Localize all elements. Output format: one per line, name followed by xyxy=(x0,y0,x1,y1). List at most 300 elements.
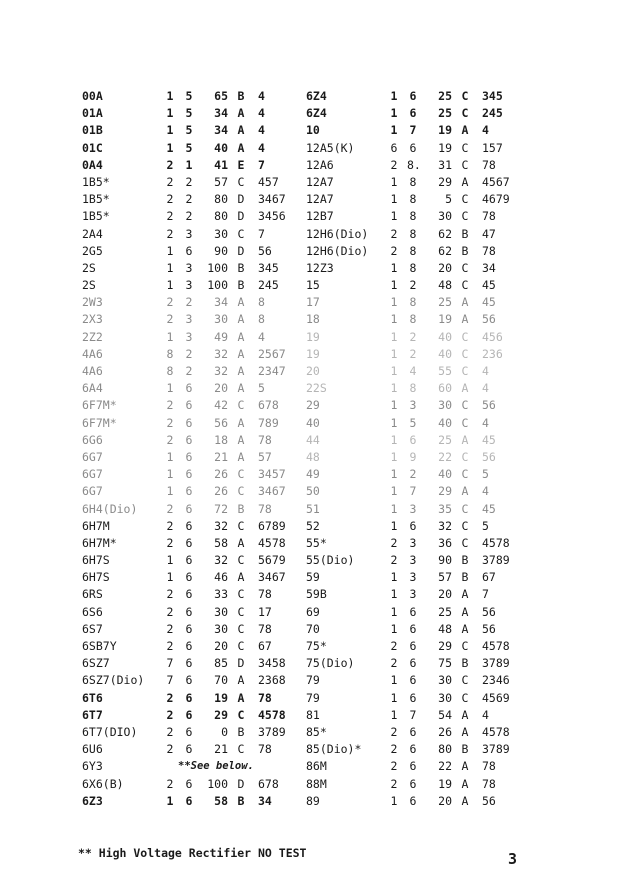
table-row xyxy=(306,707,521,724)
tube-type: 01C xyxy=(82,140,103,155)
tube-type: 6F7M* xyxy=(82,415,117,430)
tube-type: 48 xyxy=(306,449,320,464)
tube-type: 20 xyxy=(306,364,320,378)
tube-type: 6Z4 xyxy=(306,89,327,103)
tube-type: 75* xyxy=(306,639,327,653)
tube-type: 12H6(Dio) xyxy=(306,226,369,241)
setting-value: 36 xyxy=(438,535,452,550)
setting-b: 6 xyxy=(185,673,193,688)
table-row xyxy=(82,260,292,277)
pin-codes: 4 xyxy=(482,123,489,138)
setting-b: 6 xyxy=(185,570,193,585)
setting-value: 26 xyxy=(214,484,228,499)
pin-codes: 45 xyxy=(482,501,496,516)
setting-letter: A xyxy=(461,295,469,310)
setting-b: 5 xyxy=(185,140,193,155)
tube-type: 2W3 xyxy=(82,295,103,310)
setting-b: 6 xyxy=(185,587,193,602)
setting-a: 1 xyxy=(390,312,398,327)
setting-b: 3 xyxy=(185,312,193,327)
table-row xyxy=(306,466,521,483)
table-row xyxy=(306,449,521,466)
pin-codes: 2346 xyxy=(482,673,510,688)
setting-value: 48 xyxy=(438,621,452,636)
setting-b: 3 xyxy=(409,398,417,413)
pin-codes: 4 xyxy=(482,415,489,430)
tube-type: 2S xyxy=(82,260,96,275)
tube-type: 12A6 xyxy=(306,157,334,172)
setting-value: 29 xyxy=(214,707,228,722)
setting-b: 2 xyxy=(185,209,193,224)
table-row xyxy=(306,518,521,535)
setting-a: 1 xyxy=(166,570,174,585)
setting-value: 55 xyxy=(438,364,452,378)
setting-a: 1 xyxy=(390,432,398,447)
tube-type: 6H7S xyxy=(82,553,110,568)
footnote: ** High Voltage Rectifier NO TEST xyxy=(78,846,307,860)
pin-codes: 4 xyxy=(258,123,265,138)
setting-a: 1 xyxy=(166,89,174,103)
tube-type: 85* xyxy=(306,724,327,739)
table-row xyxy=(82,346,292,363)
pin-codes: 7 xyxy=(258,157,265,172)
setting-a: 1 xyxy=(390,793,398,808)
setting-value: 80 xyxy=(214,209,228,224)
table-row xyxy=(82,243,292,260)
pin-codes: 678 xyxy=(258,398,279,413)
pin-codes: 3456 xyxy=(258,209,286,224)
setting-letter: A xyxy=(237,123,245,138)
pin-codes: 3789 xyxy=(258,724,286,739)
table-row xyxy=(82,363,292,380)
pin-codes: 3789 xyxy=(482,742,510,757)
setting-letter: A xyxy=(461,174,469,189)
setting-letter: C xyxy=(461,449,469,464)
setting-a: 2 xyxy=(166,742,174,757)
setting-letter: C xyxy=(237,467,245,482)
setting-value: 40 xyxy=(438,329,452,344)
setting-letter: A xyxy=(237,381,245,396)
setting-value: 29 xyxy=(438,484,452,499)
setting-a: 2 xyxy=(390,157,398,172)
setting-letter: C xyxy=(461,535,469,550)
setting-b: 8 xyxy=(409,260,417,275)
table-row xyxy=(306,483,521,500)
table-row xyxy=(82,758,292,775)
pin-codes: 4 xyxy=(482,707,489,722)
setting-letter: C xyxy=(461,346,469,361)
setting-value: 22 xyxy=(438,449,452,464)
setting-b: 6 xyxy=(409,776,417,791)
setting-letter: C xyxy=(237,518,245,533)
pin-codes: 67 xyxy=(482,570,496,585)
setting-letter: C xyxy=(461,157,469,172)
pin-codes: 78 xyxy=(482,243,496,258)
setting-letter: C xyxy=(461,329,469,344)
setting-b: 3 xyxy=(409,535,417,550)
table-row xyxy=(306,363,521,380)
tube-type: 2X3 xyxy=(82,312,103,327)
setting-b: 8 xyxy=(409,226,417,241)
setting-letter: A xyxy=(461,123,469,138)
table-row xyxy=(306,260,521,277)
see-below-note: **See below. xyxy=(178,760,254,773)
setting-letter: D xyxy=(237,209,245,224)
setting-letter: B xyxy=(237,89,245,103)
setting-b: 6 xyxy=(185,742,193,757)
setting-a: 2 xyxy=(390,724,398,739)
table-row xyxy=(82,311,292,328)
setting-b: 6 xyxy=(185,535,193,550)
pin-codes: 4578 xyxy=(258,707,286,722)
pin-codes: 34 xyxy=(258,793,272,808)
setting-b: 6 xyxy=(409,621,417,636)
pin-codes: 8 xyxy=(258,295,265,310)
tube-type: 6SB7Y xyxy=(82,639,117,653)
setting-b: 3 xyxy=(185,226,193,241)
setting-a: 1 xyxy=(390,449,398,464)
tube-type: 6H7S xyxy=(82,570,110,585)
setting-a: 2 xyxy=(166,192,174,207)
table-row xyxy=(82,672,292,689)
setting-letter: C xyxy=(461,89,469,103)
setting-a: 1 xyxy=(390,467,398,482)
setting-letter: A xyxy=(461,707,469,722)
tube-type: 6S7 xyxy=(82,621,103,636)
setting-letter: A xyxy=(461,381,469,396)
setting-b: 6 xyxy=(185,484,193,499)
setting-b: 2 xyxy=(409,329,417,344)
setting-value: 35 xyxy=(438,501,452,516)
setting-b: 6 xyxy=(409,759,417,774)
tube-type: 75(Dio) xyxy=(306,656,355,671)
setting-a: 1 xyxy=(166,278,174,293)
setting-b: 5 xyxy=(185,106,193,121)
table-row xyxy=(82,329,292,346)
pin-codes: 47 xyxy=(482,226,496,241)
setting-b: 6 xyxy=(185,793,193,808)
pin-codes: 3467 xyxy=(258,570,286,585)
table-row xyxy=(306,741,521,758)
setting-letter: C xyxy=(237,484,245,499)
pin-codes: 4 xyxy=(482,364,489,378)
pin-codes: 4569 xyxy=(482,690,510,705)
tube-type: 70 xyxy=(306,621,320,636)
tube-type: 6H7M* xyxy=(82,535,117,550)
pin-codes: 56 xyxy=(482,398,496,413)
setting-b: 6 xyxy=(185,621,193,636)
tube-type: 85(Dio)* xyxy=(306,742,362,757)
setting-a: 8 xyxy=(166,346,174,361)
setting-a: 1 xyxy=(390,415,398,430)
setting-a: 1 xyxy=(390,329,398,344)
pin-codes: 678 xyxy=(258,776,279,791)
setting-value: 0 xyxy=(221,724,228,739)
setting-a: 2 xyxy=(166,535,174,550)
tube-type: 10 xyxy=(306,123,320,138)
setting-letter: A xyxy=(461,587,469,602)
tube-type: 6S6 xyxy=(82,604,103,619)
pin-codes: 45 xyxy=(482,432,496,447)
table-row xyxy=(306,88,521,105)
setting-value: 65 xyxy=(214,89,228,103)
setting-a: 1 xyxy=(390,690,398,705)
setting-a: 2 xyxy=(166,621,174,636)
setting-b: 6 xyxy=(409,518,417,533)
setting-letter: C xyxy=(237,226,245,241)
setting-value: 40 xyxy=(214,140,228,155)
pin-codes: 34 xyxy=(482,260,496,275)
setting-b: 4 xyxy=(409,364,417,378)
table-row xyxy=(306,174,521,191)
pin-codes: 6789 xyxy=(258,518,286,533)
setting-b: 6 xyxy=(185,432,193,447)
setting-a: 2 xyxy=(166,312,174,327)
setting-letter: A xyxy=(237,140,245,155)
setting-b: 6 xyxy=(185,518,193,533)
table-row xyxy=(82,122,292,139)
setting-letter: A xyxy=(461,793,469,808)
pin-codes: 5 xyxy=(482,518,489,533)
table-row xyxy=(82,638,292,655)
setting-a: 2 xyxy=(166,724,174,739)
setting-a: 1 xyxy=(390,174,398,189)
setting-letter: A xyxy=(237,570,245,585)
pin-codes: 78 xyxy=(258,501,272,516)
setting-letter: B xyxy=(237,278,245,293)
tube-type: 6F7M* xyxy=(82,398,117,413)
pin-codes: 457 xyxy=(258,174,279,189)
setting-a: 1 xyxy=(390,604,398,619)
table-row xyxy=(82,569,292,586)
setting-letter: D xyxy=(237,656,245,671)
setting-letter: A xyxy=(237,364,245,378)
tube-type: 6H4(Dio) xyxy=(82,501,138,516)
setting-a: 1 xyxy=(390,260,398,275)
tube-type: 6U6 xyxy=(82,742,103,757)
pin-codes: 78 xyxy=(482,209,496,224)
tube-type: 12A5(K) xyxy=(306,140,355,155)
pin-codes: 789 xyxy=(258,415,279,430)
pin-codes: 3458 xyxy=(258,656,286,671)
setting-a: 1 xyxy=(390,364,398,378)
setting-letter: C xyxy=(237,398,245,413)
setting-b: 6 xyxy=(409,656,417,671)
setting-value: 30 xyxy=(214,621,228,636)
setting-b: 6 xyxy=(185,707,193,722)
setting-value: 26 xyxy=(438,724,452,739)
table-row xyxy=(306,415,521,432)
table-row xyxy=(82,380,292,397)
setting-letter: A xyxy=(237,329,245,344)
setting-a: 1 xyxy=(390,707,398,722)
setting-a: 2 xyxy=(166,157,174,172)
setting-b: 9 xyxy=(409,449,417,464)
setting-a: 1 xyxy=(390,106,398,121)
setting-letter: A xyxy=(237,295,245,310)
pin-codes: 7 xyxy=(482,587,489,602)
setting-a: 1 xyxy=(390,278,398,293)
setting-value: 41 xyxy=(214,157,228,172)
setting-a: 1 xyxy=(390,398,398,413)
pin-codes: 67 xyxy=(258,639,272,653)
pin-codes: 4567 xyxy=(482,174,510,189)
setting-b: 1 xyxy=(185,157,193,172)
table-row xyxy=(306,191,521,208)
setting-value: 40 xyxy=(438,467,452,482)
pin-codes: 78 xyxy=(258,621,272,636)
setting-letter: C xyxy=(237,639,245,653)
setting-a: 1 xyxy=(166,449,174,464)
table-row xyxy=(82,655,292,672)
setting-a: 2 xyxy=(390,243,398,258)
setting-a: 2 xyxy=(166,707,174,722)
tube-type: 40 xyxy=(306,415,320,430)
setting-a: 1 xyxy=(390,621,398,636)
tube-type: 6G6 xyxy=(82,432,103,447)
setting-value: 40 xyxy=(438,346,452,361)
setting-b: 6 xyxy=(409,724,417,739)
setting-a: 2 xyxy=(166,226,174,241)
setting-b: 3 xyxy=(409,501,417,516)
setting-value: 100 xyxy=(207,278,228,293)
tube-type: 81 xyxy=(306,707,320,722)
setting-a: 2 xyxy=(390,639,398,653)
setting-b: 6 xyxy=(185,690,193,705)
setting-value: 46 xyxy=(214,570,228,585)
setting-letter: E xyxy=(237,157,245,172)
setting-b: 6 xyxy=(185,501,193,516)
pin-codes: 78 xyxy=(258,432,272,447)
pin-codes: 45 xyxy=(482,278,496,293)
page-number: 3 xyxy=(508,850,518,868)
tube-type: 4A6 xyxy=(82,364,103,378)
setting-a: 1 xyxy=(166,243,174,258)
tube-type: 2G5 xyxy=(82,243,103,258)
setting-value: 62 xyxy=(438,226,452,241)
setting-letter: A xyxy=(237,106,245,121)
pin-codes: 5 xyxy=(258,381,265,396)
setting-b: 8 xyxy=(409,312,417,327)
setting-value: 20 xyxy=(214,381,228,396)
tube-type: 6SZ7 xyxy=(82,656,110,671)
setting-a: 2 xyxy=(166,501,174,516)
setting-value: 34 xyxy=(214,295,228,310)
tube-table-left-column xyxy=(82,88,292,810)
setting-b: 6 xyxy=(185,724,193,739)
table-row xyxy=(306,208,521,225)
setting-value: 5 xyxy=(445,192,452,207)
setting-value: 21 xyxy=(214,742,228,757)
setting-letter: C xyxy=(237,174,245,189)
setting-a: 2 xyxy=(390,226,398,241)
setting-a: 2 xyxy=(390,742,398,757)
table-row xyxy=(82,518,292,535)
table-row xyxy=(306,535,521,552)
tube-type: 18 xyxy=(306,312,320,327)
table-row xyxy=(82,277,292,294)
table-row xyxy=(306,604,521,621)
pin-codes: 2567 xyxy=(258,346,286,361)
tube-type: 17 xyxy=(306,295,320,310)
setting-b: 2 xyxy=(185,174,193,189)
table-row xyxy=(306,569,521,586)
setting-a: 1 xyxy=(390,518,398,533)
setting-a: 1 xyxy=(390,587,398,602)
setting-b: 6 xyxy=(409,604,417,619)
setting-a: 1 xyxy=(166,140,174,155)
setting-a: 2 xyxy=(166,415,174,430)
setting-letter: A xyxy=(237,690,245,705)
tube-type: 6Z4 xyxy=(306,106,327,121)
setting-value: 90 xyxy=(438,553,452,568)
setting-letter: A xyxy=(461,759,469,774)
setting-b: 3 xyxy=(409,587,417,602)
setting-letter: A xyxy=(237,449,245,464)
table-row xyxy=(82,776,292,793)
setting-letter: A xyxy=(461,621,469,636)
pin-codes: 4 xyxy=(258,140,265,155)
setting-a: 2 xyxy=(166,690,174,705)
table-row xyxy=(306,277,521,294)
table-row xyxy=(306,793,521,810)
setting-value: 54 xyxy=(438,707,452,722)
tube-type: 1B5* xyxy=(82,174,110,189)
setting-value: 85 xyxy=(214,656,228,671)
setting-value: 100 xyxy=(207,776,228,791)
setting-letter: B xyxy=(461,742,469,757)
setting-letter: B xyxy=(237,724,245,739)
tube-type: 12A7 xyxy=(306,174,334,189)
setting-value: 30 xyxy=(438,690,452,705)
setting-a: 7 xyxy=(166,673,174,688)
tube-type: 2Z2 xyxy=(82,329,103,344)
pin-codes: 7 xyxy=(258,226,265,241)
setting-value: 25 xyxy=(438,295,452,310)
setting-letter: B xyxy=(461,553,469,568)
table-row xyxy=(82,690,292,707)
setting-letter: A xyxy=(461,484,469,499)
setting-letter: C xyxy=(461,209,469,224)
table-row xyxy=(82,501,292,518)
tube-type: 59B xyxy=(306,587,327,602)
pin-codes: 345 xyxy=(258,260,279,275)
setting-value: 25 xyxy=(438,106,452,121)
setting-b: 6 xyxy=(409,106,417,121)
pin-codes: 45 xyxy=(482,295,496,310)
setting-b: 3 xyxy=(185,260,193,275)
setting-value: 30 xyxy=(214,226,228,241)
setting-letter: C xyxy=(461,518,469,533)
table-row xyxy=(306,329,521,346)
setting-a: 2 xyxy=(390,776,398,791)
setting-a: 1 xyxy=(166,329,174,344)
table-row xyxy=(82,191,292,208)
setting-letter: A xyxy=(461,432,469,447)
setting-a: 2 xyxy=(166,295,174,310)
setting-letter: B xyxy=(461,226,469,241)
setting-letter: C xyxy=(461,501,469,516)
tube-type: 6H7M xyxy=(82,518,110,533)
setting-value: 57 xyxy=(438,570,452,585)
setting-b: 2 xyxy=(185,364,193,378)
setting-letter: A xyxy=(461,776,469,791)
tube-type: 89 xyxy=(306,793,320,808)
setting-letter: A xyxy=(461,724,469,739)
tube-type: 79 xyxy=(306,690,320,705)
table-row xyxy=(306,672,521,689)
setting-value: 30 xyxy=(438,398,452,413)
